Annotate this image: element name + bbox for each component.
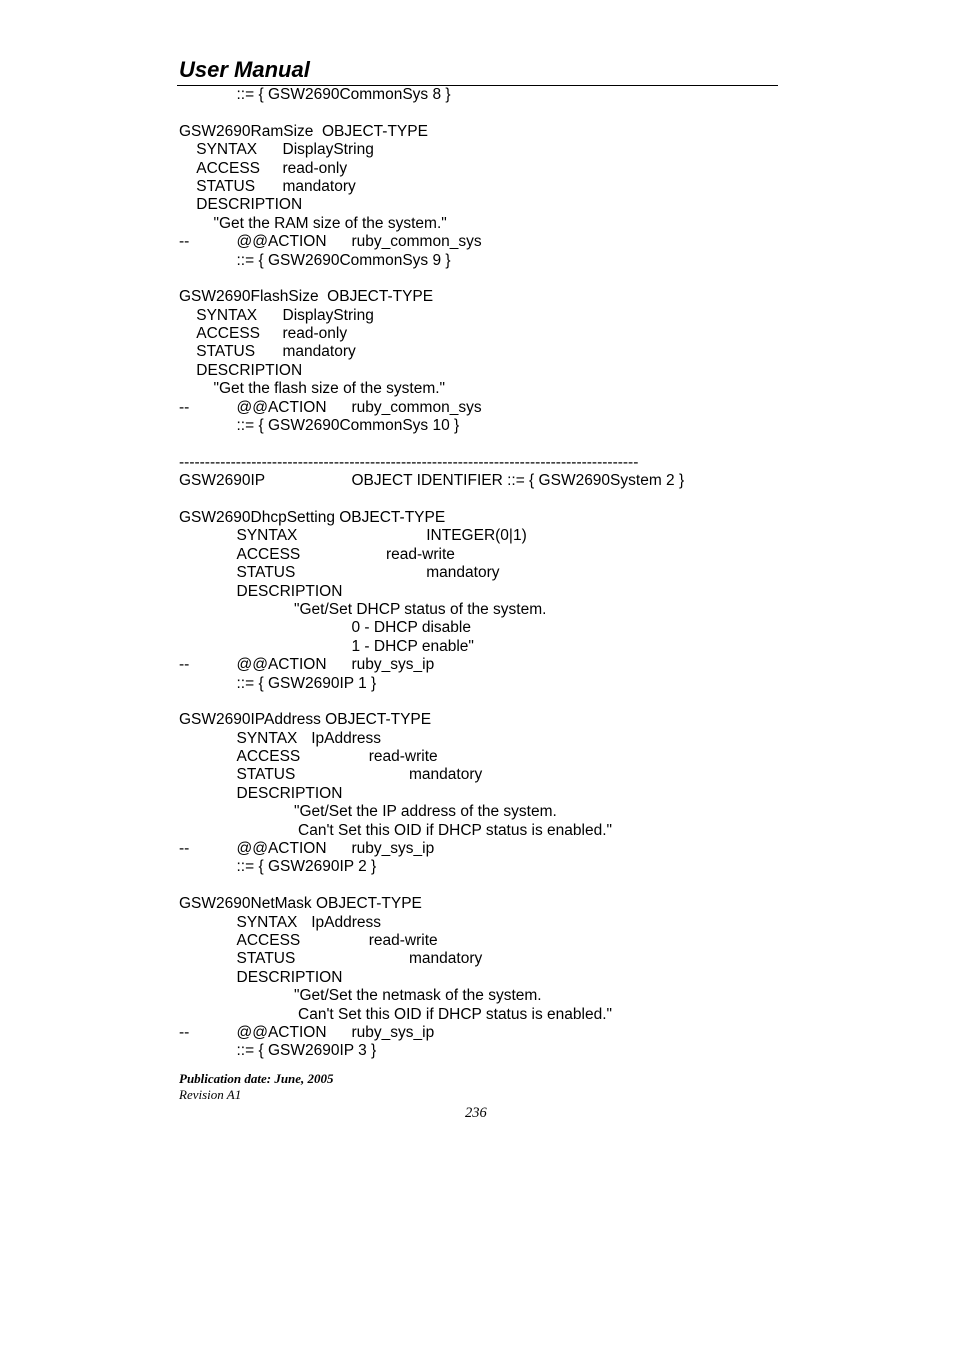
text-segment: SYNTAX: [236, 729, 298, 747]
text-segment: "Get the RAM size of the system.": [213, 214, 447, 232]
text-segment: @@ACTION: [236, 840, 327, 858]
text-segment: SYNTAX: [236, 913, 298, 931]
text-segment: STATUS: [196, 343, 256, 361]
text-segment: read-only: [282, 325, 348, 343]
text-line: [179, 858, 779, 876]
text-line: [179, 417, 779, 435]
text-line: [179, 619, 779, 637]
text-line: [179, 104, 779, 122]
text-line: [179, 785, 779, 803]
text-line: [179, 491, 779, 509]
text-line: [179, 1024, 779, 1042]
text-segment: IpAddress: [311, 913, 382, 931]
text-segment: GSW2690RamSize OBJECT-TYPE: [179, 122, 428, 140]
text-segment: --: [179, 656, 190, 674]
text-line: [179, 325, 779, 343]
text-segment: read-write: [386, 545, 455, 563]
text-segment: @@ACTION: [236, 233, 327, 251]
text-segment: ACCESS: [236, 748, 301, 766]
text-segment: STATUS: [236, 950, 296, 968]
text-segment: -----------------------------------------------------------------------------------------: [179, 453, 639, 471]
text-segment: read-write: [368, 748, 438, 766]
text-line: [179, 307, 779, 325]
text-line: [179, 288, 779, 306]
text-segment: mandatory: [282, 177, 356, 195]
text-segment: STATUS: [196, 177, 256, 195]
text-segment: SYNTAX: [196, 141, 258, 159]
text-segment: @@ACTION: [236, 1023, 327, 1041]
text-line: [179, 252, 779, 270]
text-segment: DESCRIPTION: [236, 784, 343, 802]
text-segment: read-only: [282, 159, 348, 177]
text-segment: ACCESS: [236, 931, 301, 949]
text-segment: ruby_common_sys: [351, 233, 482, 251]
text-line: [179, 601, 779, 619]
revision-label: Revision A1: [179, 1087, 242, 1102]
text-line: [179, 1042, 779, 1060]
text-segment: mandatory: [426, 564, 500, 582]
text-line: [179, 454, 779, 472]
text-segment: DESCRIPTION: [236, 968, 343, 986]
text-line: [179, 178, 779, 196]
text-segment: Can't Set this OID if DHCP status is enabled.": [298, 1005, 613, 1023]
text-segment: ruby_sys_ip: [351, 656, 435, 674]
text-line: [179, 711, 779, 729]
text-line: [179, 123, 779, 141]
text-line: [179, 380, 779, 398]
text-segment: --: [179, 840, 190, 858]
page-header-title: User Manual: [179, 57, 310, 82]
text-line: [179, 914, 779, 932]
text-segment: @@ACTION: [236, 398, 327, 416]
text-segment: DisplayString: [282, 141, 374, 159]
text-line: [179, 748, 779, 766]
text-segment: SYNTAX: [196, 306, 258, 324]
text-line: [179, 583, 779, 601]
text-segment: IpAddress: [311, 729, 382, 747]
text-segment: --: [179, 1023, 190, 1041]
text-segment: ::= { GSW2690IP 1 }: [236, 674, 377, 692]
text-segment: OBJECT IDENTIFIER ::= { GSW2690System 2 }: [351, 472, 685, 490]
text-segment: mandatory: [282, 343, 356, 361]
text-segment: ::= { GSW2690IP 3 }: [236, 1042, 377, 1060]
page-number: 236: [465, 1105, 487, 1121]
text-segment: --: [179, 233, 190, 251]
text-segment: 0 - DHCP disable: [351, 619, 471, 637]
text-line: [179, 638, 779, 656]
text-line: [179, 895, 779, 913]
text-line: [179, 950, 779, 968]
text-segment: ::= { GSW2690IP 2 }: [236, 858, 377, 876]
text-segment: DESCRIPTION: [236, 582, 343, 600]
text-line: [179, 160, 779, 178]
text-segment: read-write: [368, 931, 438, 949]
text-line: [179, 546, 779, 564]
text-line: [179, 86, 779, 104]
text-line: [179, 233, 779, 251]
text-segment: INTEGER(0|1): [426, 527, 527, 545]
text-line: [179, 822, 779, 840]
text-segment: GSW2690NetMask OBJECT-TYPE: [179, 895, 422, 913]
publication-date: Publication date: June, 2005: [179, 1071, 334, 1086]
text-segment: ::= { GSW2690CommonSys 10 }: [236, 417, 460, 435]
text-line: [179, 675, 779, 693]
text-segment: Can't Set this OID if DHCP status is enabled.": [298, 821, 613, 839]
text-segment: "Get the flash size of the system.": [213, 380, 446, 398]
text-line: [179, 730, 779, 748]
text-line: [179, 215, 779, 233]
text-line: [179, 509, 779, 527]
text-line: [179, 693, 779, 711]
text-line: [179, 969, 779, 987]
text-segment: GSW2690IPAddress OBJECT-TYPE: [179, 711, 432, 729]
text-line: [179, 1006, 779, 1024]
text-segment: DisplayString: [282, 306, 374, 324]
text-line: [179, 435, 779, 453]
text-segment: ruby_sys_ip: [351, 840, 435, 858]
text-segment: ruby_sys_ip: [351, 1023, 435, 1041]
text-segment: @@ACTION: [236, 656, 327, 674]
text-segment: "Get/Set DHCP status of the system.: [294, 600, 547, 618]
text-line: [179, 527, 779, 545]
text-line: [179, 141, 779, 159]
text-segment: GSW2690FlashSize OBJECT-TYPE: [179, 288, 434, 306]
text-segment: ACCESS: [236, 545, 301, 563]
text-segment: ruby_common_sys: [351, 398, 482, 416]
mib-definition-text: [179, 86, 779, 1061]
text-line: [179, 877, 779, 895]
text-line: [179, 987, 779, 1005]
text-segment: 1 - DHCP enable": [351, 637, 474, 655]
text-segment: mandatory: [409, 766, 483, 784]
text-line: [179, 362, 779, 380]
text-line: [179, 766, 779, 784]
text-line: [179, 840, 779, 858]
text-segment: STATUS: [236, 564, 296, 582]
text-line: [179, 656, 779, 674]
text-segment: ACCESS: [196, 325, 260, 343]
text-segment: --: [179, 398, 190, 416]
text-segment: ::= { GSW2690CommonSys 8 }: [236, 86, 451, 103]
text-segment: DESCRIPTION: [196, 196, 303, 214]
text-segment: STATUS: [236, 766, 296, 784]
text-line: [179, 803, 779, 821]
text-segment: SYNTAX: [236, 527, 298, 545]
text-segment: ::= { GSW2690CommonSys 9 }: [236, 251, 451, 269]
text-segment: mandatory: [409, 950, 483, 968]
text-line: [179, 564, 779, 582]
text-line: [179, 196, 779, 214]
text-segment: DESCRIPTION: [196, 361, 303, 379]
text-segment: "Get/Set the netmask of the system.: [294, 987, 542, 1005]
text-line: [179, 472, 779, 490]
text-segment: "Get/Set the IP address of the system.: [294, 803, 557, 821]
text-segment: GSW2690IP: [179, 472, 266, 490]
text-line: [179, 399, 779, 417]
text-segment: GSW2690DhcpSetting OBJECT-TYPE: [179, 508, 446, 526]
text-line: [179, 932, 779, 950]
text-line: [179, 343, 779, 361]
text-line: [179, 270, 779, 288]
text-segment: ACCESS: [196, 159, 260, 177]
